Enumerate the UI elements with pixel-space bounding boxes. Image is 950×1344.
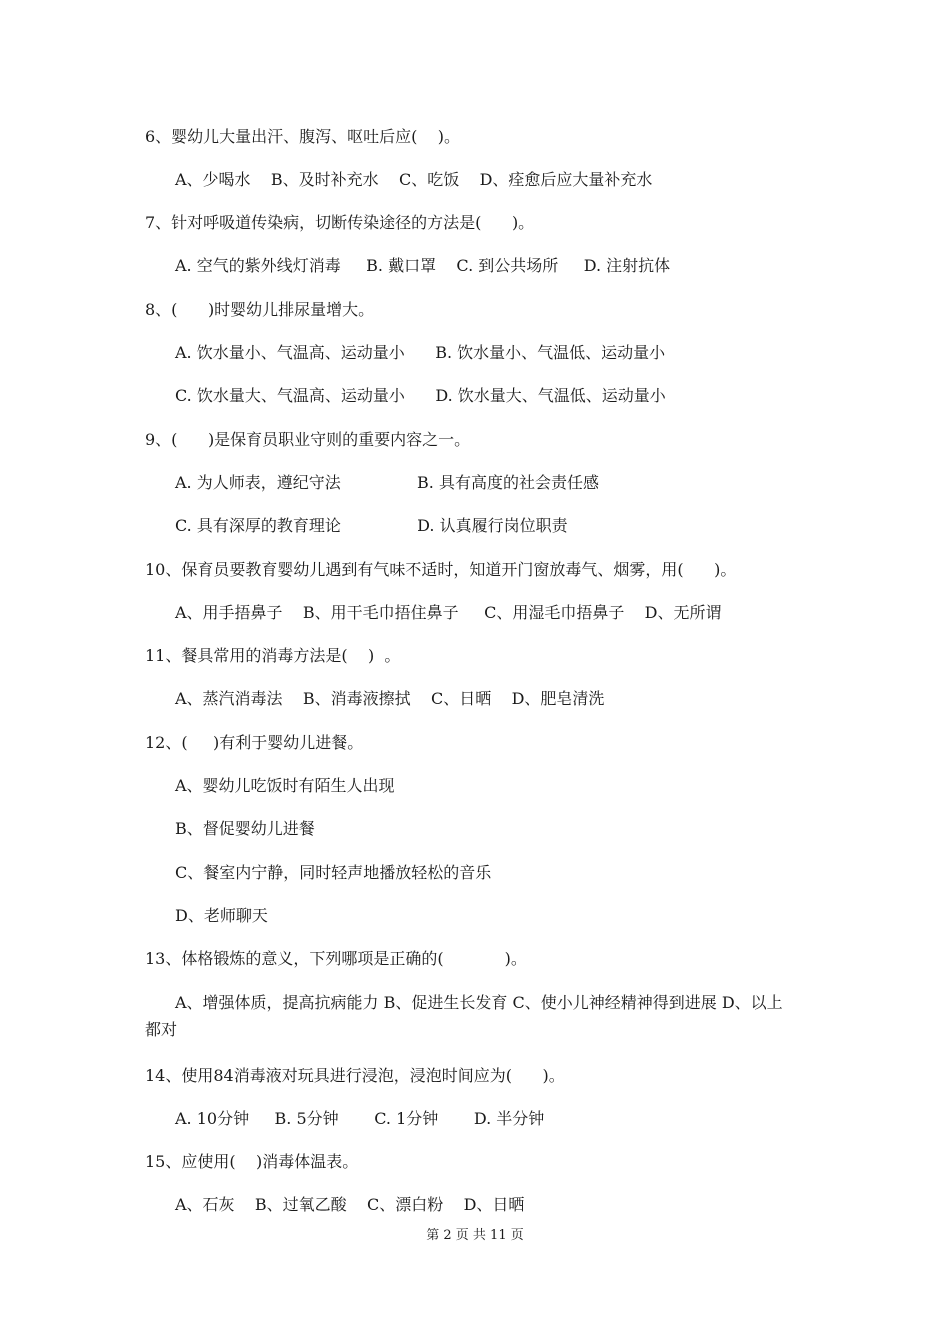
options-11: A、蒸汽消毒法 B、消毒液擦拭 C、日晒 D、肥皂清洗 (175, 689, 605, 708)
question-10: 10、保育员要教育婴幼儿遇到有气味不适时，知道开门窗放毒气、烟雾，用( )。 (145, 560, 737, 579)
options-7: A. 空气的紫外线灯消毒 B. 戴口罩 C. 到公共场所 D. 注射抗体 (175, 256, 671, 275)
question-12: 12、( )有利于婴幼儿进餐。 (145, 733, 364, 752)
options-10: A、用手捂鼻子 B、用干毛巾捂住鼻子 C、用湿毛巾捂鼻子 D、无所谓 (175, 603, 722, 622)
options-13: A、增强体质，提高抗病能力 B、促进生长发育 C、使小儿神经精神得到进展 D、以上 (175, 993, 783, 1012)
options-13-continuation: 都对 (145, 1020, 178, 1039)
question-15: 15、应使用( )消毒体温表。 (145, 1152, 359, 1171)
options-14: A. 10分钟 B. 5分钟 C. 1分钟 D. 半分钟 (175, 1109, 545, 1128)
question-8: 8、( )时婴幼儿排尿量增大。 (145, 300, 375, 319)
page-footer: 第 2 页 共 11 页 (426, 1228, 524, 1243)
question-7: 7、针对呼吸道传染病，切断传染途径的方法是( )。 (145, 213, 535, 232)
options-15: A、石灰 B、过氧乙酸 C、漂白粉 D、日晒 (175, 1195, 525, 1214)
options-12-d: D、老师聊天 (175, 906, 268, 925)
options-9-row2: C. 具有深厚的教育理论 D. 认真履行岗位职责 (175, 516, 568, 535)
options-12-c: C、餐室内宁静，同时轻声地播放轻松的音乐 (175, 863, 492, 882)
options-12-a: A、婴幼儿吃饭时有陌生人出现 (175, 776, 395, 795)
options-8-row2: C. 饮水量大、气温高、运动量小 D. 饮水量大、气温低、运动量小 (175, 386, 666, 405)
options-6: A、少喝水 B、及时补充水 C、吃饭 D、痊愈后应大量补充水 (175, 170, 653, 189)
question-13: 13、体格锻炼的意义，下列哪项是正确的( )。 (145, 949, 527, 968)
question-14: 14、使用84消毒液对玩具进行浸泡，浸泡时间应为( )。 (145, 1066, 565, 1085)
question-6: 6、婴幼儿大量出汗、腹泻、呕吐后应( )。 (145, 127, 461, 146)
options-12-b: B、督促婴幼儿进餐 (175, 819, 315, 838)
options-8-row1: A. 饮水量小、气温高、运动量小 B. 饮水量小、气温低、运动量小 (175, 343, 666, 362)
options-9-row1: A. 为人师表，遵纪守法 B. 具有高度的社会责任感 (175, 473, 599, 492)
question-11: 11、餐具常用的消毒方法是( ) 。 (145, 646, 401, 665)
question-9: 9、( )是保育员职业守则的重要内容之一。 (145, 430, 471, 449)
